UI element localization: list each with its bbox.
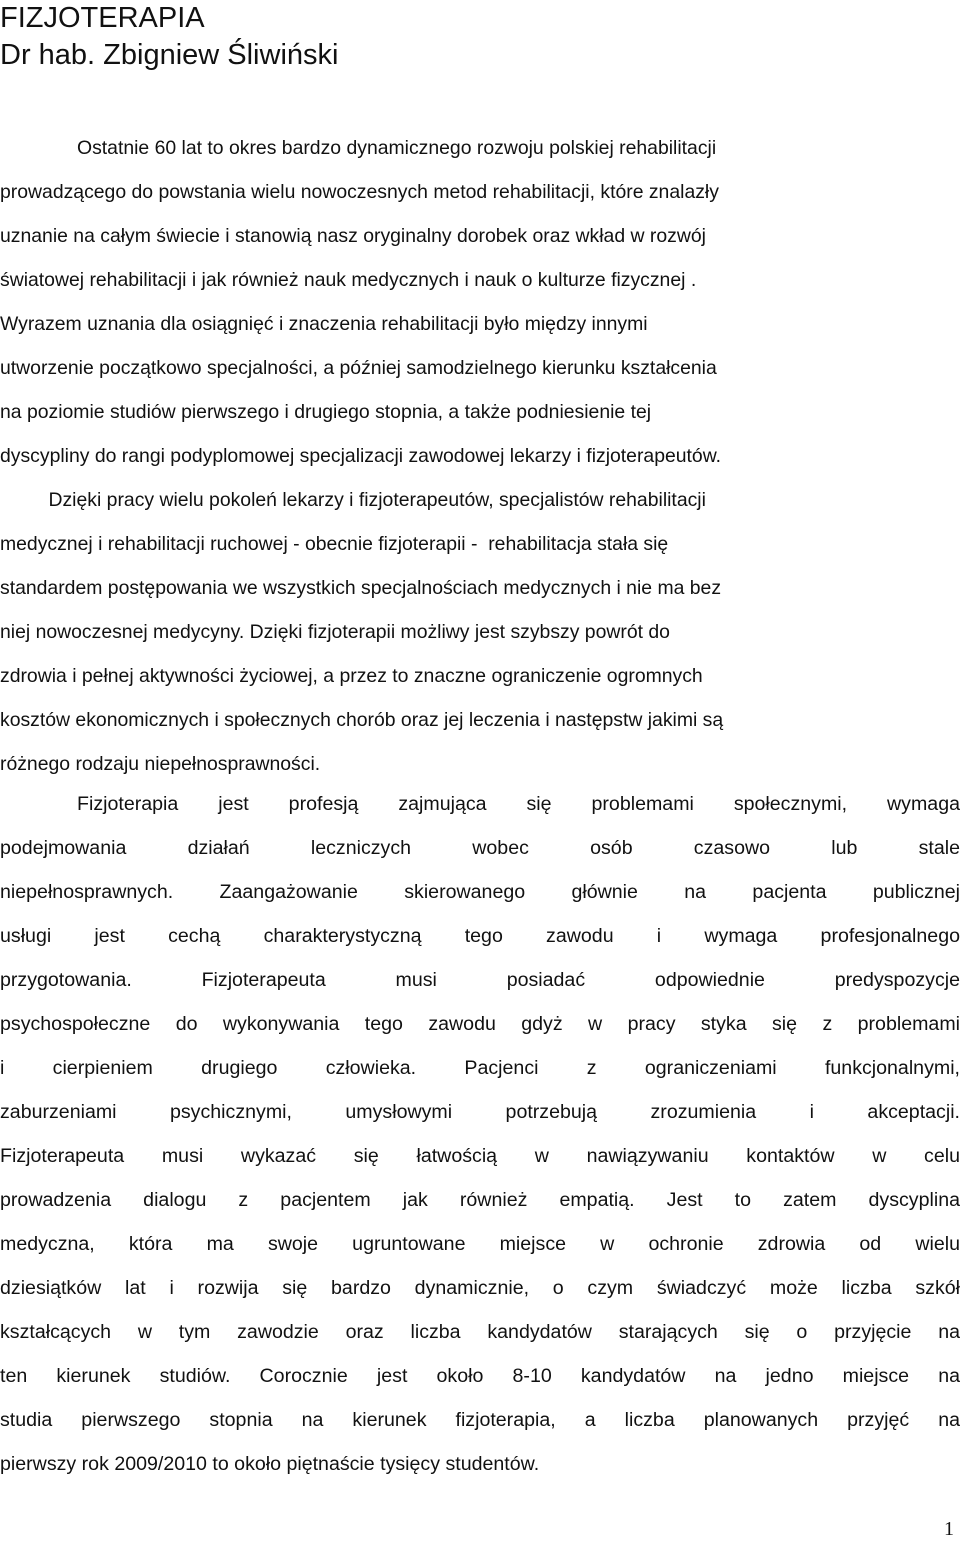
text-line: medycznej i rehabilitacji ruchowej - obecnie fizjoterapii - rehabilitacja stała się	[0, 533, 669, 555]
title-line: FIZJOTERAPIA	[0, 2, 205, 34]
text-line: różnego rodzaju niepełnosprawności.	[0, 753, 321, 775]
text-line: podejmowania działań leczniczych wobec osób czasowo lub stale	[0, 837, 960, 859]
text-line: pierwszy rok 2009/2010 to około piętnaście tysięcy studentów.	[0, 1453, 540, 1475]
text-line: dyscypliny do rangi podyplomowej specjalizacji zawodowej lekarzy i fizjoterapeutów.	[0, 445, 722, 467]
text-line: niepełnosprawnych. Zaangażowanie skierowanego głównie na pacjenta publicznej	[0, 881, 960, 903]
text-line: usługi jest cechą charakterystyczną tego zawodu i wymaga profesjonalnego	[0, 925, 960, 947]
text-line: prowadzenia dialogu z pacjentem jak również empatią. Jest to zatem dyscyplina	[0, 1189, 960, 1211]
author-line: Dr hab. Zbigniew Śliwiński	[0, 39, 339, 71]
text-line: zaburzeniami psychicznymi, umysłowymi potrzebują zrozumienia i akceptacji.	[0, 1101, 960, 1123]
text-line: zdrowia i pełnej aktywności życiowej, a przez to znaczne ograniczenie ogromnych	[0, 665, 703, 687]
text-line: dziesiątków lat i rozwija się bardzo dynamicznie, o czym świadczyć może liczba szkół	[0, 1277, 960, 1299]
text-line: Fizjoterapia jest profesją zajmująca się problemami społecznymi, wymaga	[77, 793, 960, 815]
text-line: światowej rehabilitacji i jak również nauk medycznych i nauk o kulturze fizycznej .	[0, 269, 697, 291]
document-title	[0, 0, 338, 74]
text-line: studia pierwszego stopnia na kierunek fizjoterapia, a liczba planowanych przyjęć na	[0, 1409, 960, 1431]
text-line: psychospołeczne do wykonywania tego zawodu gdyż w pracy styka się z problemami	[0, 1013, 960, 1035]
text-line: Dzięki pracy wielu pokoleń lekarzy i fizjoterapeutów, specjalistów rehabilitacji	[0, 489, 706, 511]
text-line: kosztów ekonomicznych i społecznych chorób oraz jej leczenia i następstw jakimi są	[0, 709, 724, 731]
page-number: 1	[944, 1518, 954, 1540]
text-line: przygotowania. Fizjoterapeuta musi posiadać odpowiednie predyspozycje	[0, 969, 960, 991]
text-line: uznanie na całym świecie i stanowią nasz oryginalny dorobek oraz wkład w rozwój	[0, 225, 706, 247]
paragraph-profession	[0, 782, 960, 1486]
text-line: niej nowoczesnej medycyny. Dzięki fizjoterapii możliwy jest szybszy powrót do	[0, 621, 670, 643]
text-line: medyczna, która ma swoje ugruntowane miejsce w ochronie zdrowia od wielu	[0, 1233, 960, 1255]
text-line: ten kierunek studiów. Corocznie jest około 8-10 kandydatów na jedno miejsce na	[0, 1365, 960, 1387]
text-line: Ostatnie 60 lat to okres bardzo dynamicznego rozwoju polskiej rehabilitacji	[77, 137, 717, 159]
paragraph-intro	[0, 126, 960, 786]
text-line: kształcących w tym zawodzie oraz liczba kandydatów starających się o przyjęcie na	[0, 1321, 960, 1343]
text-line: prowadzącego do powstania wielu nowoczesnych metod rehabilitacji, które znalazły	[0, 181, 719, 203]
text-line: Wyrazem uznania dla osiągnięć i znaczenia rehabilitacji było między innymi	[0, 313, 648, 335]
text-line: Fizjoterapeuta musi wykazać się łatwością w nawiązywaniu kontaktów w celu	[0, 1145, 960, 1167]
text-line: na poziomie studiów pierwszego i drugiego stopnia, a także podniesienie tej	[0, 401, 652, 423]
text-line: standardem postępowania we wszystkich specjalnościach medycznych i nie ma bez	[0, 577, 722, 599]
text-line: utworzenie początkowo specjalności, a później samodzielnego kierunku kształcenia	[0, 357, 717, 379]
text-line: i cierpieniem drugiego człowieka. Pacjenci z ograniczeniami funkcjonalnymi,	[0, 1057, 960, 1079]
